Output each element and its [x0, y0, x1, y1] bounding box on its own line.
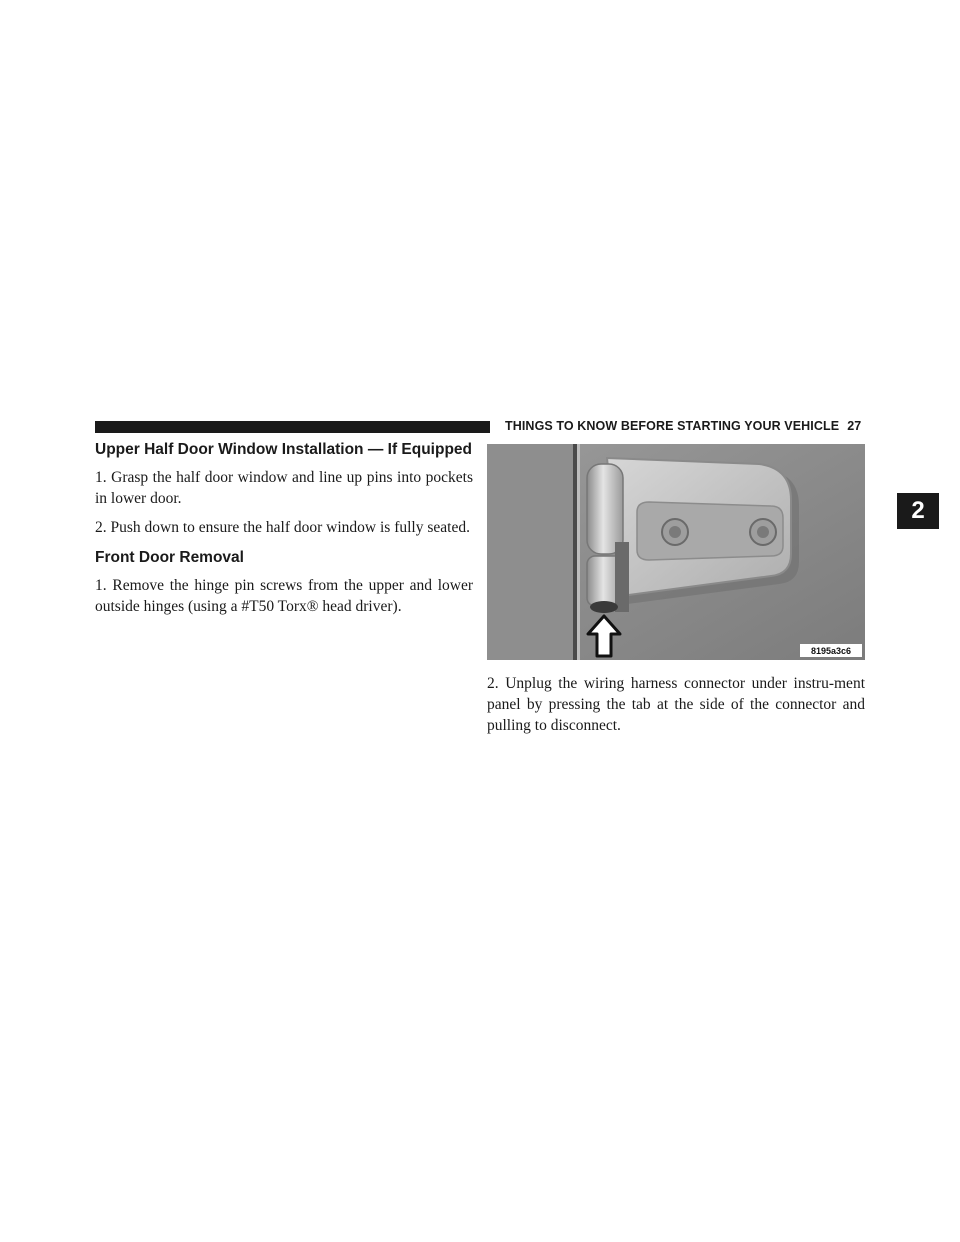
- section-heading-window-installation: Upper Half Door Window Installation — If Equipped: [95, 441, 473, 458]
- running-header: [505, 419, 865, 433]
- left-column: [95, 440, 473, 625]
- hinge-pin-figure: [487, 444, 865, 660]
- window-step-1: 1. Grasp the half door window and line up pins into pockets in lower door.: [95, 469, 473, 507]
- header-rule: [95, 421, 490, 433]
- removal-step-1: 1. Remove the hinge pin screws from the upper and lower outside hinges (using a #T50 Torx® head driver).: [95, 577, 473, 615]
- removal-step-2: 2. Unplug the wiring harness connector under instru-ment panel by pressing the tab at the side of the connector and pulling to disconnect.: [487, 675, 865, 734]
- figure-code: 8195a3c6: [810, 646, 852, 656]
- hinge-pin-photo-icon: [487, 444, 865, 660]
- header-title: THINGS TO KNOW BEFORE STARTING YOUR VEHICLE: [505, 419, 840, 433]
- chapter-tab: 2: [897, 493, 939, 529]
- right-column: [487, 673, 865, 744]
- section-heading-door-removal: Front Door Removal: [95, 549, 244, 566]
- window-step-2: 2. Push down to ensure the half door window is fully seated.: [95, 519, 470, 536]
- page-number: 27: [847, 419, 862, 433]
